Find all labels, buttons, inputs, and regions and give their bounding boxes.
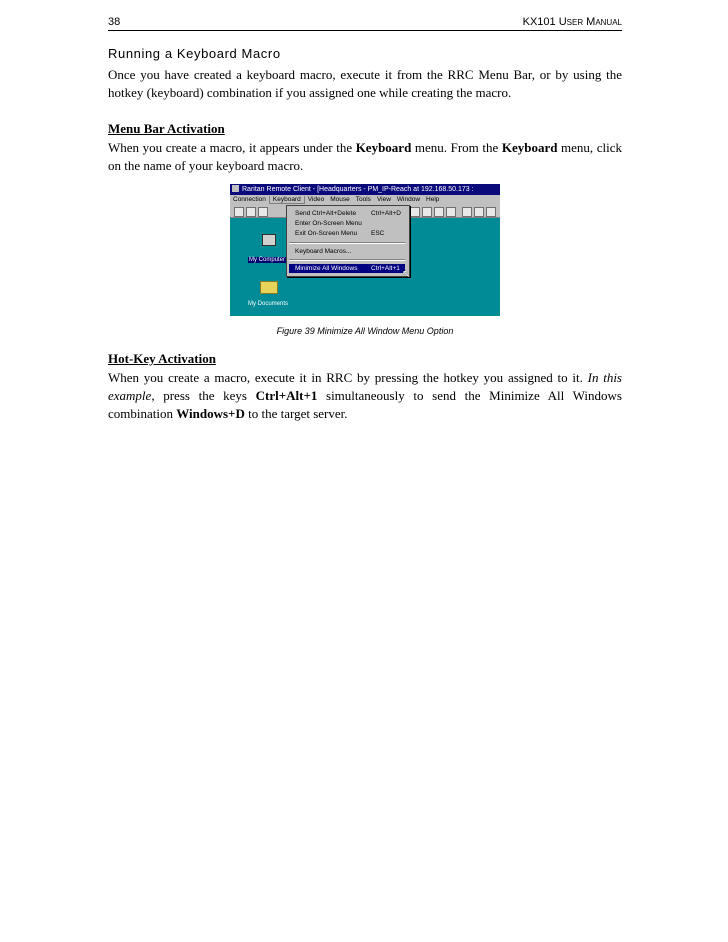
toolbar-icon[interactable]	[462, 207, 472, 217]
menu-item-send-ctrl-alt-delete[interactable]: Send Ctrl+Alt+Delete Ctrl+Alt+D	[295, 210, 401, 217]
document-title: KX101 User Manual	[522, 16, 622, 28]
menu-help[interactable]: Help	[426, 196, 440, 203]
menu-window[interactable]: Window	[396, 196, 421, 203]
section-heading: Running a Keyboard Macro	[108, 46, 281, 61]
toolbar-icon[interactable]	[446, 207, 456, 217]
window-title-bar: Raritan Remote Client - [Headquarters - PM_IP-Reach at 192.168.50.173 :	[230, 184, 500, 195]
hotkey-activation-heading: Hot-Key Activation	[108, 351, 216, 366]
keyboard-menu-dropdown	[286, 205, 410, 277]
menu-bar-activation-paragraph: When you create a macro, it appears under the Keyboard menu. From the Keyboard menu, click on the name of your keyboard macro.	[108, 140, 623, 173]
menu-item-enter-on-screen-menu[interactable]: Enter On-Screen Menu	[295, 220, 362, 227]
screenshot-figure	[230, 184, 500, 316]
folder-icon[interactable]	[260, 281, 278, 294]
menu-item-exit-on-screen-menu[interactable]: Exit On-Screen Menu ESC	[295, 230, 385, 237]
menu-view[interactable]: View	[376, 196, 391, 203]
menu-tools[interactable]: Tools	[355, 196, 371, 203]
menu-bar-activation-heading: Menu Bar Activation	[108, 121, 225, 136]
menu-video[interactable]: Video	[307, 196, 325, 203]
menu-item-keyboard-macros[interactable]: Keyboard Macros...	[295, 248, 352, 255]
intro-paragraph: Once you have created a keyboard macro, execute it from the RRC Menu Bar, or by using the hotkey (keyboard) combination if you assigned one while creating the macro.	[108, 67, 622, 100]
computer-icon[interactable]	[246, 207, 256, 217]
hotkey-activation-paragraph: When you create a macro, execute it in RRC by pressing the hotkey you assigned to it. In this example, press the keys Ctrl+Alt+1 simultaneously to send the Minimize All Windows combination Windows+D to the target server.	[108, 370, 622, 421]
menu-bar	[230, 195, 500, 205]
toolbar-icon[interactable]	[434, 207, 444, 217]
menu-separator	[289, 259, 405, 261]
my-computer-icon[interactable]	[262, 234, 276, 246]
mouse-cursor-icon: ↖	[402, 269, 411, 280]
menu-keyboard[interactable]: Keyboard	[269, 196, 305, 204]
toolbar-icon[interactable]	[410, 207, 420, 217]
new-icon[interactable]	[234, 207, 244, 217]
page-header	[108, 12, 622, 31]
menu-connection[interactable]: Connection	[233, 196, 266, 203]
color-bars-icon[interactable]	[258, 207, 268, 217]
toolbar-icon[interactable]	[486, 207, 496, 217]
page-number: 38	[108, 16, 121, 28]
toolbar-icon[interactable]	[474, 207, 484, 217]
menu-mouse[interactable]: Mouse	[330, 196, 350, 203]
figure-caption: Figure 39 Minimize All Window Menu Option	[276, 326, 454, 336]
menu-separator	[289, 242, 405, 244]
my-documents-label[interactable]: My Documents	[248, 301, 289, 307]
toolbar-icon[interactable]	[422, 207, 432, 217]
my-computer-label[interactable]: My Computer	[249, 257, 286, 263]
menu-item-minimize-all-windows[interactable]: Minimize All Windows Ctrl+Alt+1	[289, 264, 405, 273]
app-icon	[232, 185, 239, 192]
